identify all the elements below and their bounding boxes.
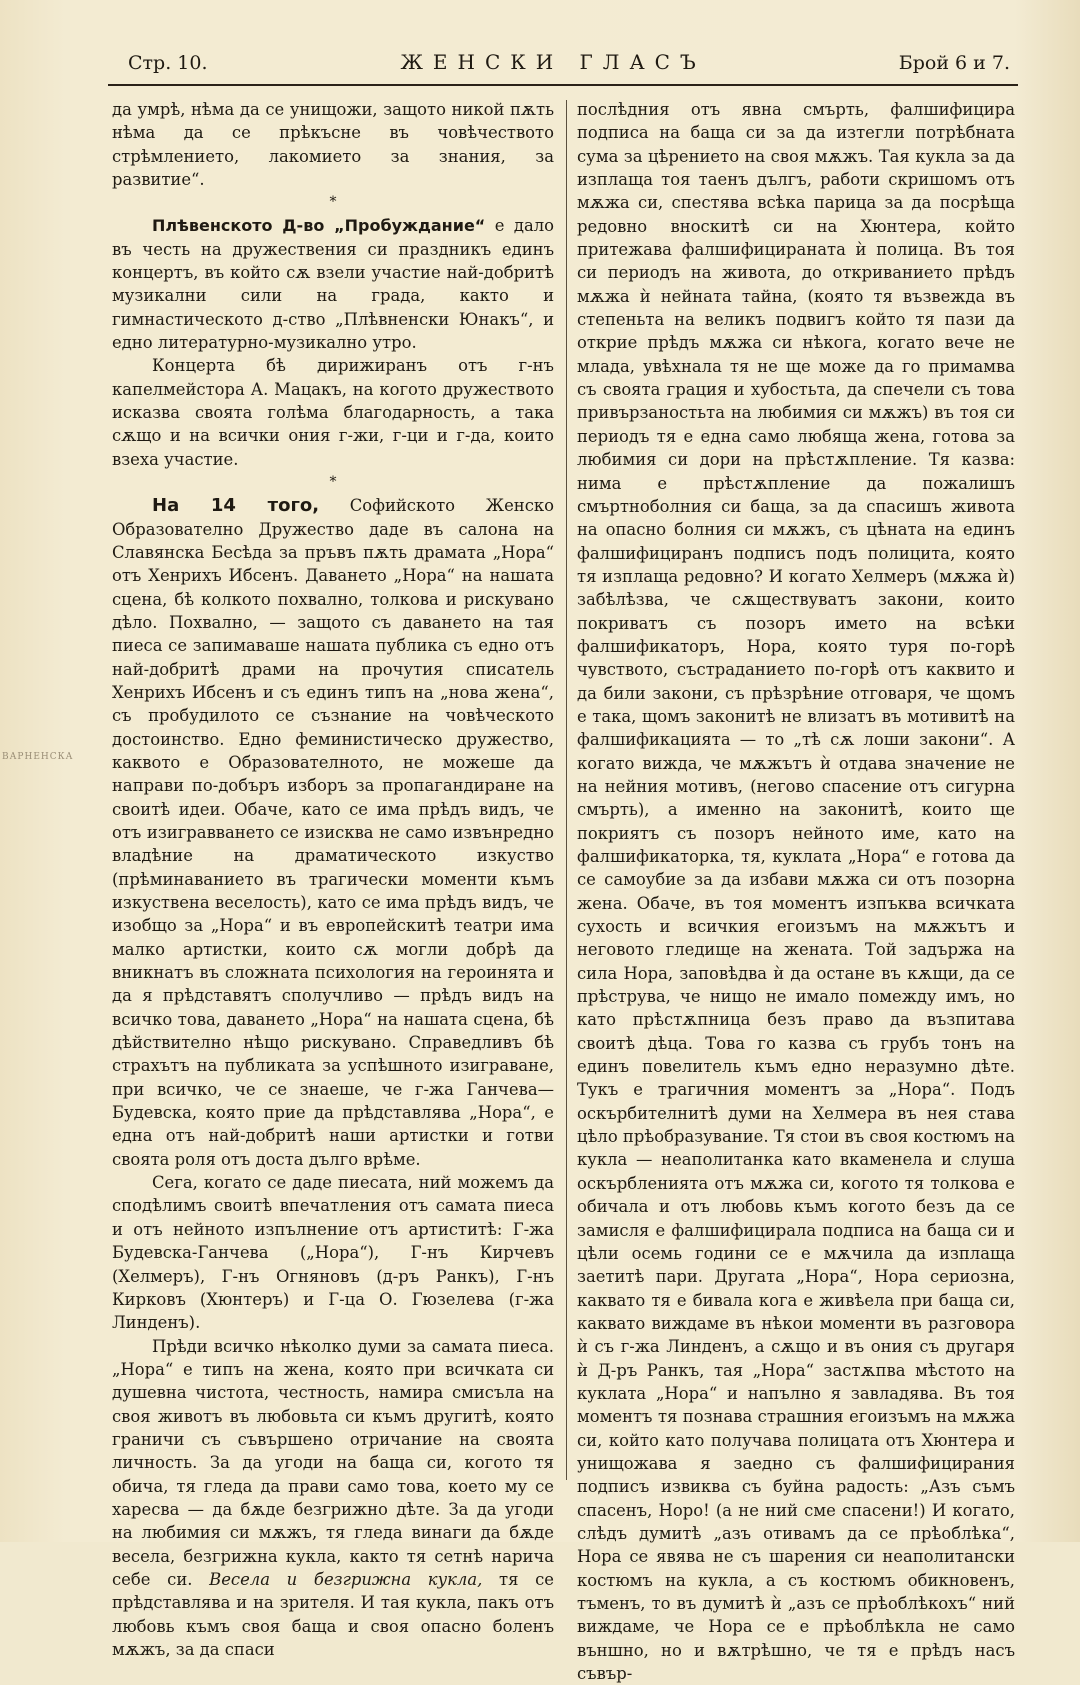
- paragraph-cast: Сега, когато се даде пиесата, ний можемъ да сподѣлимъ своитѣ впечатления отъ самата пиеса и отъ нейното изпълнение отъ артиститѣ: Г-жа Будевска-Ганчева („Нора“), Г-нъ Кирчевъ (Хелмеръ), Г-нъ Огняновъ (д-ръ Ранкъ), Г-нъ Кирковъ (Хюнтеръ) и Г-ца О. Гюзелева (г-жа Линденъ).: [112, 1173, 554, 1333]
- about-play-italic: Весела и безгрижна кукла,: [209, 1569, 483, 1589]
- paragraph-nora-premiere: [112, 494, 554, 1171]
- paragraph-about-play: [112, 1335, 554, 1662]
- section-separator: *: [329, 474, 337, 491]
- paragraph-concert: Концерта бѣ дирижиранъ отъ г-нъ капелмейстора А. Мацакъ, на когото дружеството исказва своята голѣма благодарность, а така сѫщо и на всички ония г-жи, г-ци и г-да, които взеха участие.: [112, 356, 554, 469]
- left-column: [112, 98, 554, 1661]
- pleven-heading: Плѣвенското Д-во „Пробуждание“: [152, 216, 486, 236]
- nora-premiere-text: Софийското Женско Образователно Дружество даде въ салона на Славянска Бесѣда за пръвъ пѫть драмата „Нора“ отъ Хенрихъ Ибсенъ. Даването „Нора“ на нашата сцена, бѣ колкото похвално, толкова и рискувано дѣло. Похвално, — защото съ даването на тая пиеса се запимаваше нашата публика съ едно отъ най-добритѣ драми на прочутия списатель Хенрихъ Ибсенъ и съ единъ типъ на „нова жена“, съ пробудилото се съзнание на човѣческото достоинство. Едно феминистическо дружество, каквото е Образователното, не можеше да направи по-добъръ изборъ за пропагандиране на своитѣ идеи. Обаче, като се има прѣдъ видъ, че отъ изигравването се изисква не само извънредно владѣние на драматическото изкуство (прѣминаванието въ трагически моменти къмъ изкуствена веселость), като се има прѣдъ видъ, че изобщо за „Нора“ и въ европейскитѣ театри има малко артистки, които сѫ могли добрѣ да вникнатъ въ сложната психология на героинята и да я прѣдставятъ сполучливо — прѣдъ видъ на всичко това, даването „Нора“ на нашата сцена, бѣ дѣйствително нѣщо рискувано. Справедливъ бѣ страхътъ на публиката за успѣшното изиграване, при всичко, че се знаеше, че г-жа Ганчева—Будевска, която прие да прѣдставлява „Нора“, е една отъ най-добритѣ наши артистки и готви своята роля отъ доста дълго врѣме.: [112, 496, 554, 1169]
- newspaper-title: ЖЕНСКИ ГЛАСЪ: [400, 50, 706, 74]
- nora-heading: На 14 того,: [152, 495, 320, 517]
- column-divider: [566, 100, 567, 1480]
- paragraph-nora-analysis: послѣдния отъ явна смърть, фалшифицира подписа на баща си за да изтегли потрѣбната сума за цѣрението на своя мѫжъ. Тая кукла за да изплаща тоя таенъ дългъ, работи скришомъ отъ мѫжа си, спестява всѣка парица за да посрѣща редовно вноскитѣ си на Хюнтера, който притежава фалшифицираната ѝ полица. Въ тоя си периодъ на живота, до откриванието прѣдъ мѫжа ѝ нейната тайна, (която тя възвежда въ степеньта на великъ подвигъ който тя пази да открие прѣдъ мѫжа си нѣкога, когато вече не млада, увѣхнала тя не ще може да го примамва съ своята грация и хубостьта, да спечели съ това привързаностьта на любимия си мѫжъ) въ тоя си периодъ тя е една само любяща жена, готова за любимия си дори на прѣстѫпление. Тя казва: нима е прѣстѫпление да пожалишъ смъртноболния си баща, за да спасишъ живота на опасно болния си мѫжъ, съ цѣната на единъ фалшифициранъ подписъ подъ полицита, която тя изплаща редовно? И когато Хелмеръ (мѫжа ѝ) забѣлѣзва, че сѫществуватъ закони, които покриватъ съ позоръ името на всѣки фалшификаторъ, Нора, която туря по-горѣ чувството, състраданието по-горѣ отъ каквито и да били закони, съ прѣзрѣние отговаря, че щомъ е така, щомъ законитѣ не влизатъ въ мотивитѣ на фалшификацията — то „тѣ сѫ лоши закони“. А когато вижда, че мѫжътъ ѝ отдава значение не на нейния мотивъ, (негово спасение отъ сигурна смърть), а именно на законитѣ, които ще покриятъ съ позоръ нейното име, като на фалшификаторка, тя, куклата „Нора“ е готова да се самоубие за да избави мѫжа си отъ позорна жена. Обаче, въ тоя моментъ изпъква всичката сухость и всичкия егоизъмъ на мѫжътъ и неговото гледище на жената. Той задържа на сила Нора, заповѣдва ѝ да остане въ кѫщи, да се прѣструва, че нищо не имало помежду имъ, но като прѣстѫпница безъ право да възпитава своитѣ дѣца. Това го казва съ грубъ тонъ на единъ повелитель къмъ едно неразумно дѣте. Тукъ е трагичния моментъ за „Нора“. Подъ оскърбителнитѣ думи на Хелмера въ нея става цѣло прѣобразувание. Тя стои въ своя костюмъ на кукла — неаполитанка като вкаменела и слуша оскърбленията отъ мѫжа си, когото тя толкова е обичала и отъ любовь къмъ когото безъ да се замисля е фалшифицирала подписа на баща си и цѣли осемь години се е мѫчила да изплаща заетитѣ пари. Другата „Нора“, Нора сериозна, каквато тя е бивала кога е живѣела при баща си, каквато виждаме въ нѣкои моменти въ разговора ѝ съ г-жа Линденъ, а сѫщо и въ ония съ другаря ѝ Д-ръ Ранкъ, тая „Нора“ застѫпва мѣстото на куклата „Нора“ и напълно я завладява. Въ тоя моментъ тя познава страшния егоизъмъ на мѫжа си, който като получава полицата отъ Хюнтера и унищожава я заедно съ фалшифицирания подписъ извиква съ буйна радость: „Азъ съмъ спасенъ, Норо! (а не ний сме спасени!) И когато, слѣдъ думитѣ „азъ отивамъ да се прѣоблѣка“, Нора се явява не съ шарения си неаполитански костюмъ на кукла, а съ костюмъ обикновенъ, тъменъ, то въ думитѣ ѝ „азъ се прѣоблѣкохъ“ ний виждаме, че Нора се е прѣоблѣкла не само външно, но и вѫтрѣшно, че тя е прѣдъ насъ съвър-: [577, 100, 1015, 1684]
- about-play-text-end: тя се прѣдставлява и на зрителя. И тая кукла, пакъ отъ любовь къмъ своя баща и своя опасно боленъ мѫжъ, за да спаси: [112, 1569, 554, 1659]
- paragraph-continuation: да умрѣ, нѣма да се унищожи, защото никой пѫть нѣма да се прѣкъсне въ човѣчеството стрѣмлението, лакомието за знания, за развитие“.: [112, 100, 554, 190]
- margin-stamp: ВАРНЕНСКА: [2, 752, 74, 762]
- right-column: [577, 98, 1015, 1685]
- header-rule: [108, 84, 1018, 86]
- paragraph-pleven-society: [112, 214, 554, 354]
- page-number: Стр. 10.: [128, 52, 208, 74]
- page-header: [128, 50, 1010, 80]
- pleven-text: е дало въ честь на дружествения си праздникъ единъ концертъ, въ който сѫ взели участие най-добритѣ музикални сили на града, както и гимнастическото д-ство „Плѣвненски Юнакъ“, и едно литературно-музикално утро.: [112, 216, 554, 353]
- about-play-text: Прѣди всичко нѣколко думи за самата пиеса. „Нора“ е типъ на жена, която при всичката си душевна чистота, честность, намира смисъла на своя животъ въ любовьта си къмъ другитѣ, която граничи съ съвършено отричание на своята личность. За да угоди на баща си, когото тя обича, тя гледа да прави само това, което му се харесва — да бѫде безгрижно дѣте. За да угоди на любимия си мѫжъ, тя гледа винаги да бѫде весела, безгрижна кукла, както тя сетнѣ нарича себе си.: [112, 1336, 554, 1589]
- issue-number: Брой 6 и 7.: [898, 52, 1010, 74]
- section-separator: *: [329, 194, 337, 211]
